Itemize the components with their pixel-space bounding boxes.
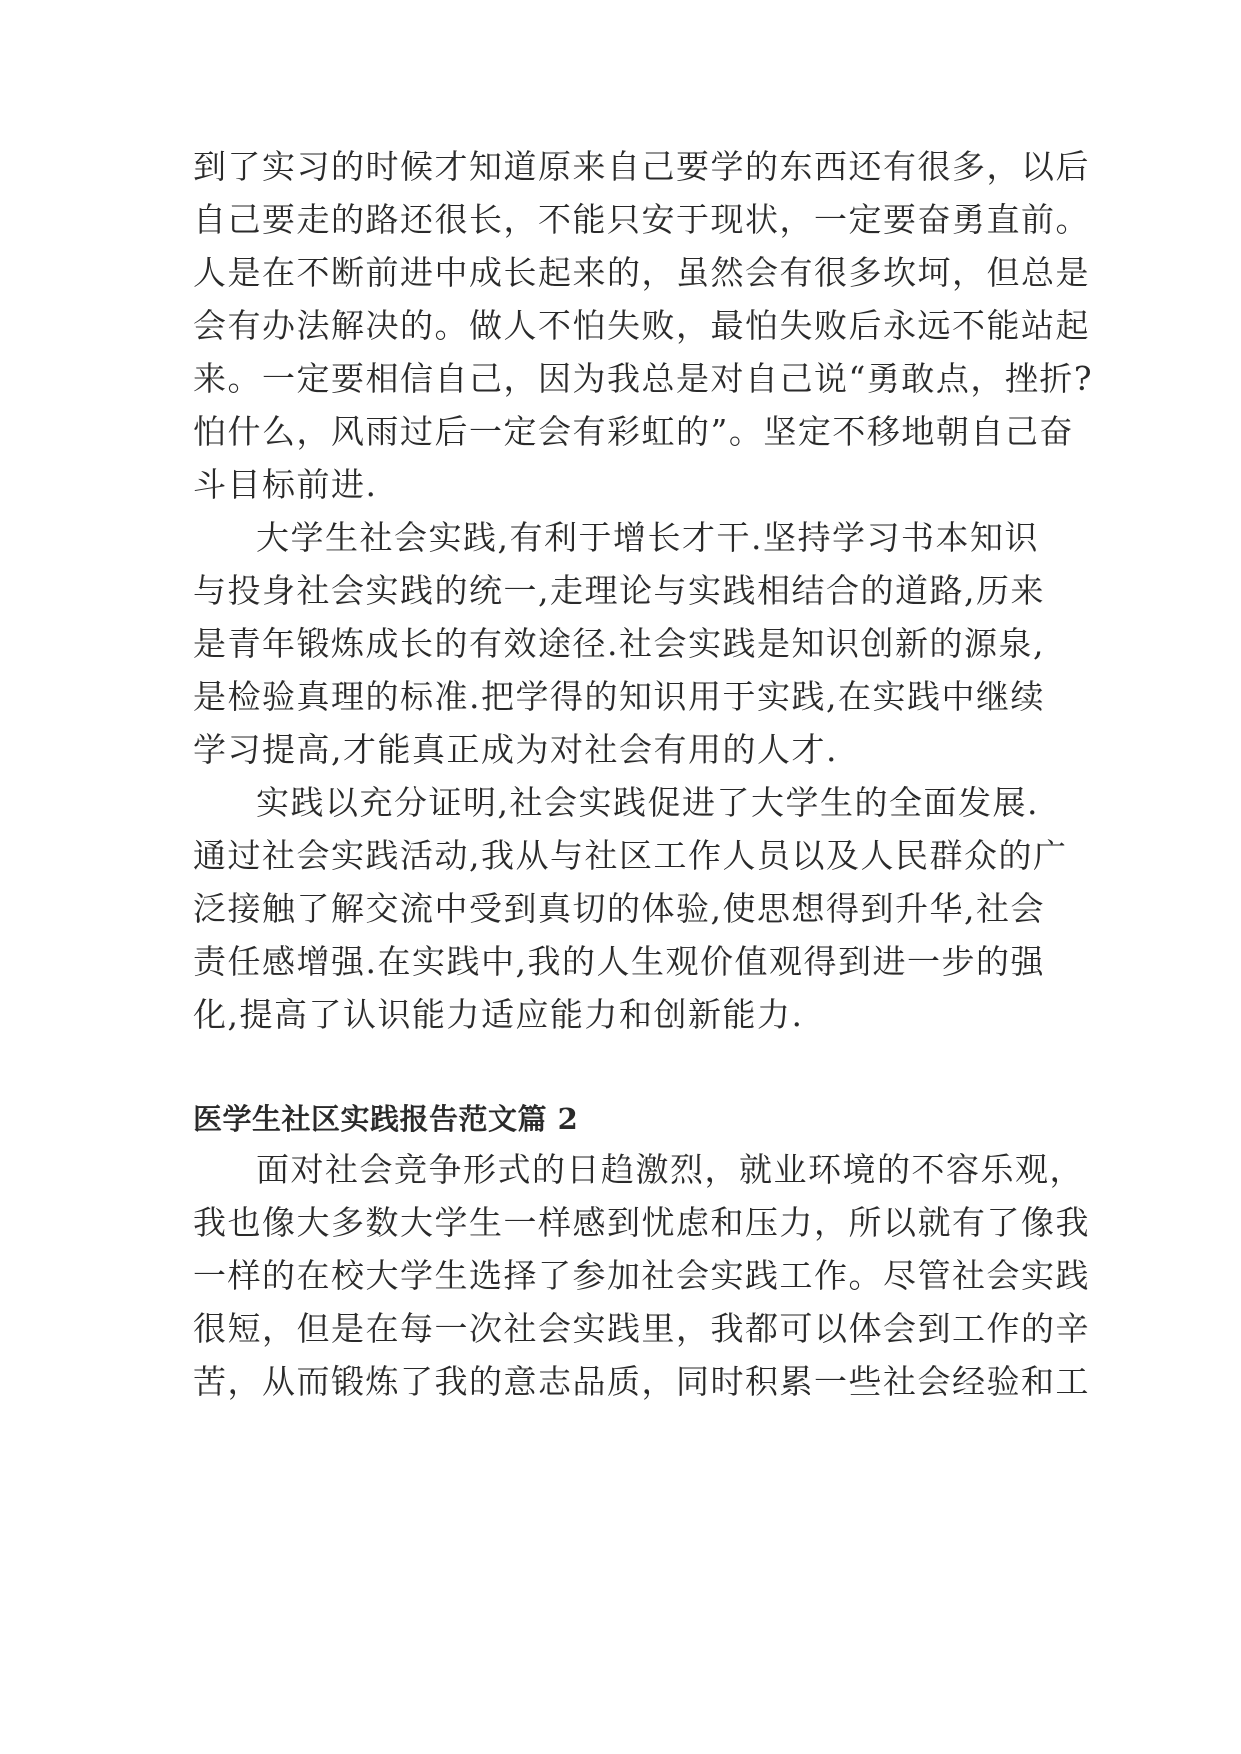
text-line: 是青年锻炼成长的有效途径.社会实践是知识创新的源泉, [193, 624, 1045, 663]
text-line: 面对社会竞争形式的日趋激烈，就业环境的不容乐观， [256, 1150, 1084, 1189]
section-heading: 医学生社区实践报告范文篇 2 [193, 1102, 579, 1136]
text-line: 到了实习的时候才知道原来自己要学的东西还有很多，以后 [193, 147, 1090, 186]
text-line: 通过社会实践活动,我从与社区工作人员以及人民群众的广 [193, 836, 1068, 875]
text-line: 斗目标前进. [193, 465, 378, 504]
text-line: 实践以充分证明,社会实践促进了大学生的全面发展. [256, 783, 1039, 822]
text-line: 自己要走的路还很长，不能只安于现状，一定要奋勇直前。 [193, 200, 1090, 239]
text-line: 泛接触了解交流中受到真切的体验,使思想得到升华,社会 [193, 889, 1045, 928]
text-line: 人是在不断前进中成长起来的，虽然会有很多坎坷，但总是 [193, 253, 1090, 292]
text-line: 怕什么，风雨过后一定会有彩虹的”。坚定不移地朝自己奋 [193, 412, 1074, 451]
text-line: 会有办法解决的。做人不怕失败，最怕失败后永远不能站起 [193, 306, 1090, 345]
text-line: 大学生社会实践,有利于增长才干.坚持学习书本知识 [256, 518, 1039, 557]
text-line: 我也像大多数大学生一样感到忧虑和压力，所以就有了像我 [193, 1203, 1090, 1242]
text-line: 很短，但是在每一次社会实践里，我都可以体会到工作的辛 [193, 1309, 1090, 1348]
text-line: 化,提高了认识能力适应能力和创新能力. [193, 995, 804, 1034]
text-line: 来。一定要相信自己，因为我总是对自己说“勇敢点，挫折? [193, 359, 1094, 398]
text-line: 与投身社会实践的统一,走理论与实践相结合的道路,历来 [193, 571, 1045, 610]
text-line: 苦，从而锻炼了我的意志品质，同时积累一些社会经验和工 [193, 1362, 1090, 1401]
text-line: 责任感增强.在实践中,我的人生观价值观得到进一步的强 [193, 942, 1045, 981]
text-line: 学习提高,才能真正成为对社会有用的人才. [193, 730, 838, 769]
text-line: 一样的在校大学生选择了参加社会实践工作。尽管社会实践 [193, 1256, 1090, 1295]
text-line: 是检验真理的标准.把学得的知识用于实践,在实践中继续 [193, 677, 1045, 716]
